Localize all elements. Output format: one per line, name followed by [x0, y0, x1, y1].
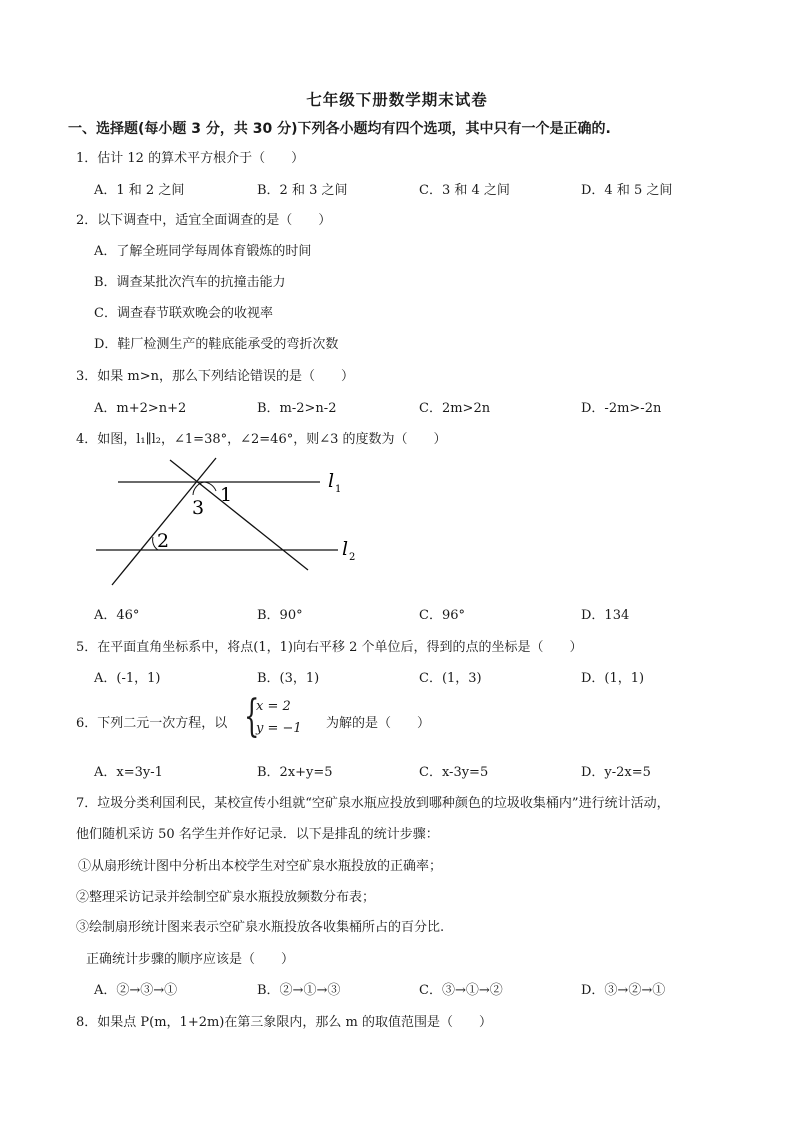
step-1: ①从扇形统计图中分析出本校学生对空矿泉水瓶投放的正确率；	[78, 859, 443, 874]
angle-3-label: 3	[192, 497, 205, 519]
option-d: D．-2m>-2n	[581, 401, 662, 416]
equation-y: y = −1	[256, 721, 302, 736]
parallel-lines-figure	[92, 455, 382, 590]
option-c: C．调查春节联欢晚会的收视率	[94, 306, 273, 321]
angle-arc-1	[203, 482, 216, 491]
angle-1-label: 1	[220, 484, 233, 506]
option-d: D．y-2x=5	[581, 765, 651, 780]
option-b: B．m-2>n-2	[257, 401, 337, 416]
equation-x: x = 2	[256, 699, 291, 714]
option-c: C．2m>2n	[419, 401, 491, 416]
option-a: A．了解全班同学每周体育锻炼的时间	[94, 244, 312, 259]
angle-2-label: 2	[157, 530, 170, 552]
option-d: D．鞋厂检测生产的鞋底能承受的弯折次数	[94, 337, 339, 352]
question-8-stem: 8．如果点 P(m，1+2m)在第三象限内，那么 m 的取值范围是（ ）	[76, 1015, 492, 1030]
question-6-stem-after: 为解的是（ ）	[326, 716, 431, 731]
question-7-stem-line2: 他们随机采访 50 名学生并作好记录．以下是排乱的统计步骤：	[76, 827, 439, 842]
option-c: C．(1，3)	[419, 671, 482, 686]
step-3: ③绘制扇形统计图来表示空矿泉水瓶投放各收集桶所占的百分比.	[76, 920, 445, 935]
l2-subscript: 2	[349, 552, 356, 563]
transversal-left	[112, 458, 216, 585]
option-b: B．(3，1)	[257, 671, 320, 686]
option-c: C．③→①→②	[419, 983, 503, 998]
l1-subscript: 1	[335, 484, 342, 495]
question-7-stem-line1: 7．垃圾分类利国利民，某校宣传小组就“空矿泉水瓶应投放到哪种颜色的垃圾收集桶内”进行统计活动，	[76, 796, 670, 811]
option-a: A．46°	[94, 608, 140, 623]
section-heading: 一、选择题(每小题 3 分，共 30 分)下列各小题均有四个选项，其中只有一个是正确的.	[68, 121, 611, 137]
option-b: B．调查某批次汽车的抗撞击能力	[94, 275, 286, 290]
option-d: D．③→②→①	[581, 983, 666, 998]
left-brace: {	[244, 691, 260, 742]
question-7-question: 正确统计步骤的顺序应该是（ ）	[86, 952, 295, 967]
step-2: ②整理采访记录并绘制空矿泉水瓶投放频数分布表；	[76, 890, 376, 905]
option-b: B．2x+y=5	[257, 765, 333, 780]
transversal-right	[170, 460, 308, 570]
option-a: A．m+2>n+2	[94, 401, 187, 416]
option-c: C．96°	[419, 608, 465, 623]
l2-label: l	[342, 538, 349, 560]
question-6-stem-before: 6．下列二元一次方程，以	[76, 716, 228, 731]
option-d: D．(1，1)	[581, 671, 645, 686]
option-c: C．3 和 4 之间	[419, 183, 510, 198]
question-3-stem: 3．如果 m>n，那么下列结论错误的是（ ）	[76, 369, 354, 384]
option-a: A．(-1，1)	[94, 671, 161, 686]
option-a: A．1 和 2 之间	[94, 183, 185, 198]
question-1-stem: 1．估计 12 的算术平方根介于（ ）	[76, 151, 305, 166]
option-a: A．②→③→①	[94, 983, 178, 998]
question-2-stem: 2．以下调查中，适宜全面调查的是（ ）	[76, 213, 332, 228]
page-title: 七年级下册数学期末试卷	[306, 91, 488, 109]
option-a: A．x=3y-1	[94, 765, 163, 780]
l1-label: l	[328, 470, 335, 492]
option-b: B．90°	[257, 608, 303, 623]
option-c: C．x-3y=5	[419, 765, 489, 780]
option-d: D．4 和 5 之间	[581, 183, 673, 198]
question-4-stem: 4．如图，l₁∥l₂，∠1=38°，∠2=46°，则∠3 的度数为（ ）	[76, 432, 447, 447]
option-b: B．②→①→③	[257, 983, 341, 998]
option-d: D．134	[581, 608, 630, 623]
option-b: B．2 和 3 之间	[257, 183, 348, 198]
question-5-stem: 5．在平面直角坐标系中，将点(1，1)向右平移 2 个单位后，得到的点的坐标是（ ）	[76, 640, 583, 655]
